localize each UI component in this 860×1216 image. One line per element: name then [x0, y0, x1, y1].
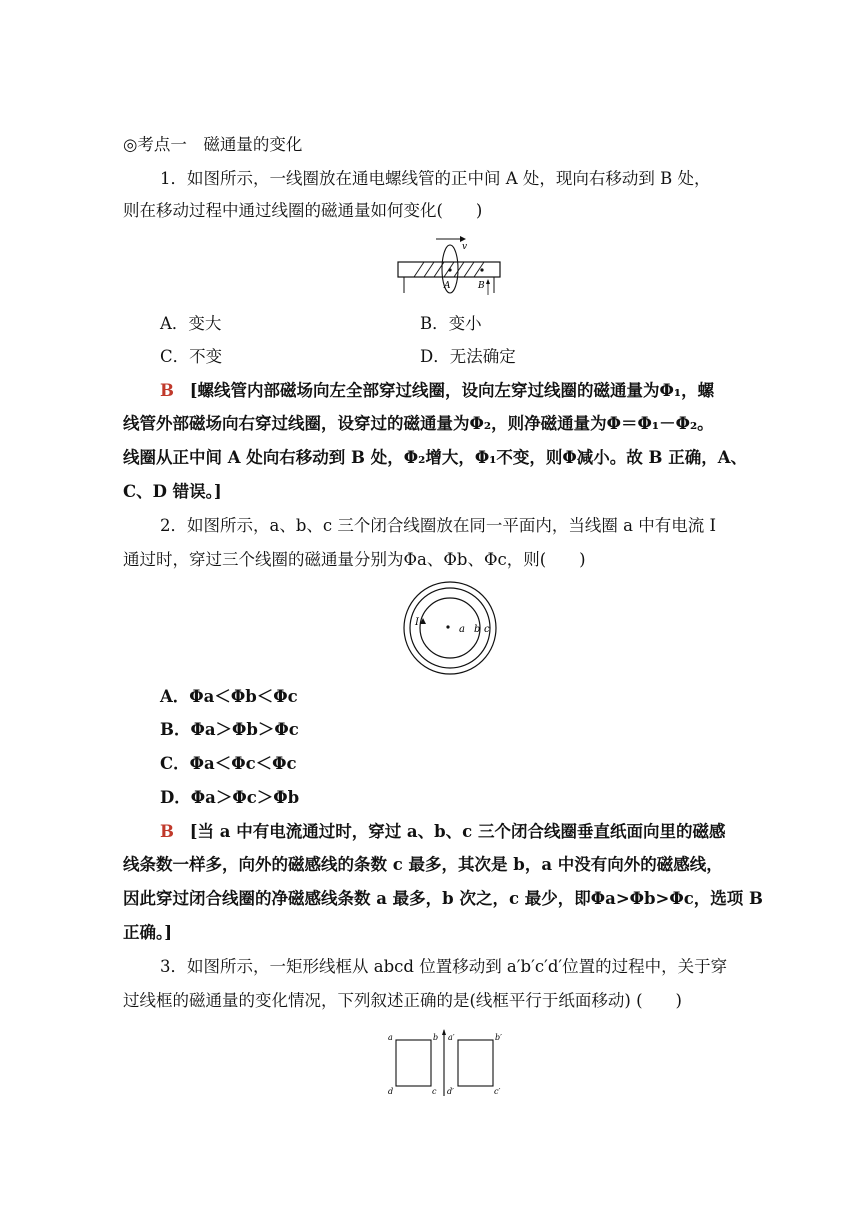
q1-answer: B	[160, 381, 174, 400]
q3-stem-line1: 3．如图所示，一矩形线框从 abcd 位置移动到 a′b′c′d′位置的过程中，关于穿	[160, 957, 728, 976]
q1-option-d[interactable]: D．无法确定	[420, 347, 516, 366]
q3-label-b-prime: b′	[495, 1033, 502, 1042]
q1-option-b[interactable]: B．变小	[420, 314, 482, 333]
q1-explanation-line4: C、D 错误。]	[123, 482, 222, 501]
q1-explain-text1: [螺线管内部磁场向左全部穿过线圈，设向左穿过线圈的磁通量为Φ₁，螺	[189, 381, 715, 400]
q2-explanation-line3: 因此穿过闭合线圈的净磁感线条数 a 最多，b 次之，c 最少，即Φa>Φb>Φc，选项 B	[123, 889, 763, 908]
q3-label-a-prime: a′	[448, 1033, 455, 1042]
q1-option-a[interactable]: A．变大	[160, 314, 222, 333]
q1-label-b: B	[478, 281, 485, 291]
q2-answer: B	[160, 822, 174, 841]
q2-coils-figure	[398, 580, 502, 676]
q2-explain-text1: [当 a 中有电流通过时，穿过 a、b、c 三个闭合线圈垂直纸面向里的磁感	[189, 822, 726, 841]
q2-option-b[interactable]: B．Φa＞Φb＞Φc	[160, 720, 299, 739]
q2-stem-line1: 2．如图所示，a、b、c 三个闭合线圈放在同一平面内，当线圈 a 中有电流 I	[160, 516, 716, 535]
q2-stem-line2: 通过时，穿过三个线圈的磁通量分别为Φa、Φb、Φc，则( )	[123, 550, 586, 569]
q1-option-c[interactable]: C．不变	[160, 347, 223, 366]
q1-stem-line2: 则在移动过程中通过线圈的磁通量如何变化( )	[123, 201, 483, 220]
q3-label-d: d	[388, 1087, 394, 1096]
q3-label-a: a	[388, 1033, 393, 1042]
q3-stem-line2: 过线框的磁通量的变化情况，下列叙述正确的是(线框平行于纸面移动) ( )	[123, 991, 682, 1010]
q2-option-a[interactable]: A．Φa＜Φb＜Φc	[160, 687, 298, 706]
q1-explanation-line2: 线管外部磁场向右穿过线圈，设穿过的磁通量为Φ₂，则净磁通量为Φ＝Φ₁－Φ₂。	[123, 414, 714, 433]
q1-explanation-line1	[160, 380, 714, 402]
q3-label-d-prime: d′	[447, 1087, 454, 1096]
q2-label-i: I	[415, 617, 419, 628]
section-title: ◎考点一 磁通量的变化	[123, 135, 303, 154]
q2-option-c[interactable]: C．Φa＜Φc＜Φc	[160, 754, 297, 773]
q2-explanation-line1	[160, 821, 725, 843]
q1-stem-line1: 1．如图所示，一线圈放在通电螺线管的正中间 A 处，现向右移动到 B 处，	[160, 169, 711, 188]
q2-option-d[interactable]: D．Φa＞Φc＞Φb	[160, 788, 300, 807]
q1-solenoid-figure	[390, 233, 505, 297]
q3-label-c: c	[432, 1087, 437, 1096]
q2-label-a: a	[459, 624, 465, 635]
q3-label-c-prime: c′	[494, 1087, 501, 1096]
q2-explanation-line2: 线条数一样多，向外的磁感线的条数 c 最多，其次是 b，a 中没有向外的磁感线，	[123, 855, 723, 874]
q2-explanation-line4: 正确。]	[123, 923, 173, 942]
q1-explanation-line3: 线圈从正中间 A 处向右移动到 B 处，Φ₂增大，Φ₁不变，则Φ减小。故 B 正确，A、	[123, 448, 748, 467]
q3-label-b: b	[433, 1033, 439, 1042]
q3-frames-figure	[384, 1026, 510, 1098]
q1-label-v: v	[462, 242, 468, 252]
q2-label-b: b	[474, 624, 481, 635]
q1-label-a: A	[444, 281, 451, 291]
q2-label-c: c	[484, 624, 490, 635]
